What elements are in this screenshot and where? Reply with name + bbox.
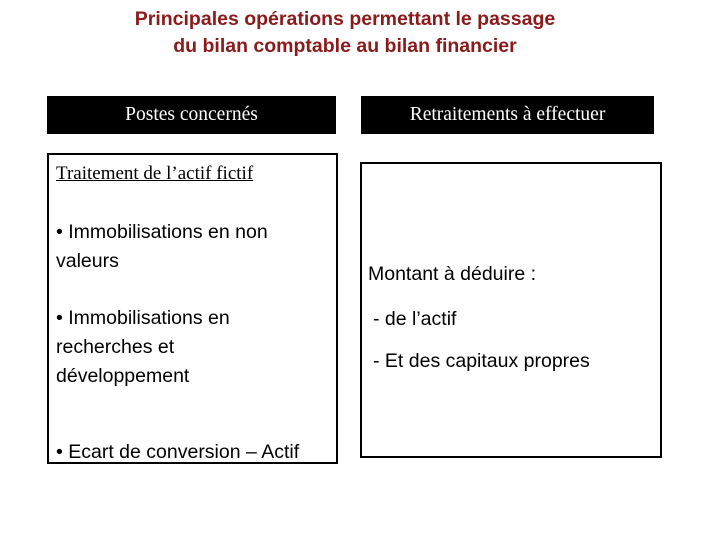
right-line-capitaux: - Et des capitaux propres xyxy=(373,350,590,372)
header-left-label: Postes concernés xyxy=(125,104,258,125)
header-retraitements xyxy=(361,96,654,134)
page-title xyxy=(0,6,690,60)
left-content xyxy=(56,160,356,463)
title-line-2: du bilan comptable au bilan financier xyxy=(173,35,517,57)
header-right-label: Retraitements à effectuer xyxy=(409,104,606,125)
title-line-1: Principales opérations permettant le passage xyxy=(134,8,556,30)
header-postes-concernes xyxy=(47,96,336,134)
right-line-actif: - de l’actif xyxy=(373,308,457,330)
list-item: • Immobilisations en non valeurs xyxy=(56,221,268,272)
list-item: • Ecart de conversion – Actif xyxy=(56,441,300,463)
subheading-actif-fictif: Traitement de l’actif fictif xyxy=(56,163,254,184)
list-item: • Immobilisations en recherches et développement xyxy=(56,307,230,387)
right-line-montant: Montant à déduire : xyxy=(368,263,537,285)
